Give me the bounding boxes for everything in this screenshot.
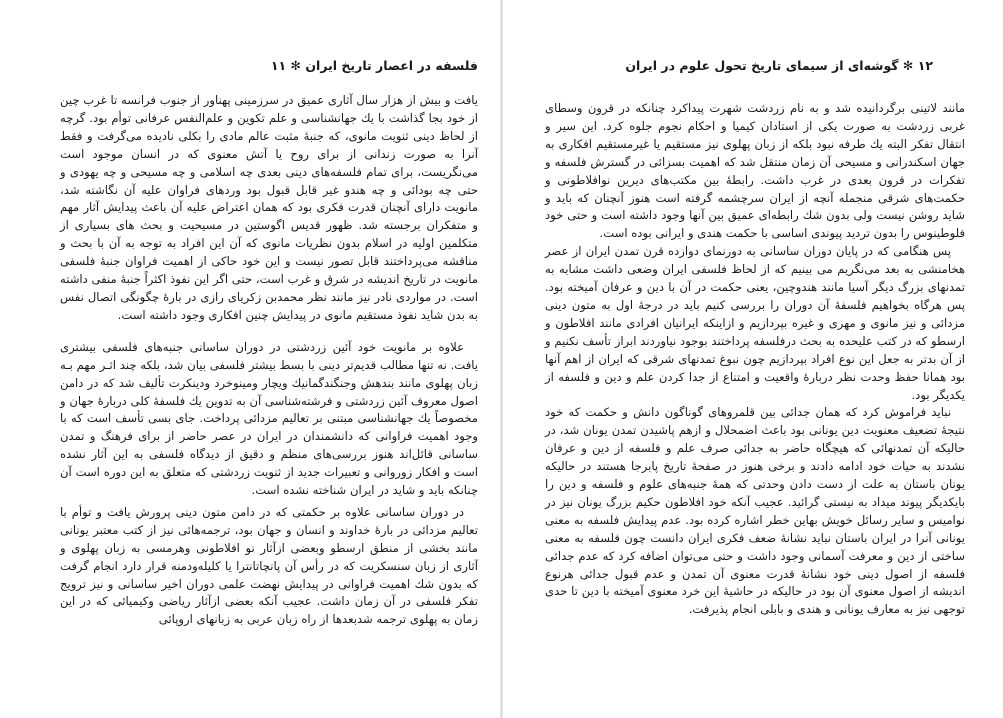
right-paragraph-3: نباید فراموش كرد كه همان جدائی بین قلمروهای گوناگون دانش و حكمت كه خود نتیجهٔ تضعیف معنویت دین یونانی بود باعث اضمحلال و ازهم پاشیدن تمدن یونان شد، در حالیكه آن تمدنهائی كه هیچگاه حاضر به جدائی صرف علم و فلسفه از دین و عرفان نشدند به حیات خود ادامه دادند و برخی هنوز در صفحهٔ تاریخ پابرجا هستند در حالیكه یونان باستان به علت از دست دادن وحدتی كه همهٔ جنبه‌های علوم و فلسفه و دین را بایكدیگر پیوند میداد به نیستی گرائید. عجیب آنكه خود افلاطون حكیم بزرگ یونان نیز در نوامیس و سایر رسائل خویش بهاین خطر اشاره كرده بود. عدم پیدایش فلسفه به معنی یونانی آنرا در ایران باستان نباید نشانهٔ ضعف فكری ایران دانست چون فلسفه به معنی ساختی از دین و معرفت آسمانی وجود داشت و حتی می‌توان اضافه كرد كه عدم جدائی فلسفه از اصول دینی خود نشانهٔ قدرت معنوی آن تمدن و عدم قبول جدائی هرنوع اندیشه از اصول معنوی آن بود در حالیكه در حاشیهٔ این خرد معنوی آمیخته با دین تا حدی توجهی نیز به معارف یونانی و هندی و بابلی انجام پذیرفت.: [545, 405, 965, 617]
left-paragraph-1: یافت و بیش از هزار سال آثاری عمیق در سرزمینی پهناور از جنوب فرانسه تا غرب چین از خود بجا گذاشت با یك جهانشناسی و علم تکوین و علم‌النفس عرفانی توأم بود. گرچه از لحاظ دینی ثنویت مانوی، كه جنبهٔ مثبت عالم مادی را بكلی نادیده می‌گرفت و فقط آنرا به صورت زندانی از برای روح یا آتش معنوی كه در انسان موجود است می‌نگریست، برای تمام فلسفه‌های دینی بعدی چه اسلامی و چه مسیحی و چه یهودی و حتی چه بودائی و چه هندو غیر قابل قبول بود وردهای فراوان علیه آن نگاشته شد، مانویت دارای آنچنان قدرت فكری بود كه همان اعتراض علیه آن باعث پیدایش آثار مهم و متفكران برجسته شد. ظهور قدیس اگوستین در مسیحیت و بحث های بسیاری از متكلمین اولیه در اسلام بدون نظریات مانوی كه آن این افراد به توجه به آن با بحث و مناقشه می‌پرداختند قابل تصور نیست و این خود حاکی از اهمیت فراوان جنبهٔ فلسفی مانویت در تاریخ اندیشه در شرق و غرب است، حتی اگر این نفوذ اكثراً جنبهٔ منفی داشته است. در مواردی نادر نیز مانند نظر محمدبن زكریای رازی در بارهٔ چگونگی اتصال نفس به بدن شاید نفوذ مستقیم مانوی در پیدایش چنین افكاری وجود داشته است.: [60, 93, 478, 322]
right-body-text: [545, 100, 965, 619]
right-paragraph-1: مانند لاتینی برگردانیده شد و به نام زردشت شهرت پیداكرد چنانكه در قرون وسطای غربی زردشت به صورت یكی از استادان كیمیا و احكام نجوم جلوه كرد. این سیر و انتقال تفكر البته یك طرفه نبود بلكه از زبان پهلوی نیز مستقیم یا غیرمستقیم افكاری به جهان اسكندرانی و مسیحی آن زمان منتقل شد كه اهمیت بسزائی در گسترش فلسفه و تفكرات در قرون بعدی در غرب داشت. رابطهٔ بین مكتب‌های دیرین نوافلاطونی و حكمت‌های شرقی منجمله آنچه از ایران سرچشمه گرفته است هنوز آنچنان كه باید و شاید روشن نیست ولی بدون شك رابطه‌ای عمیق بین آنها وجود داشته است و حتی خود فلوطینوس را بدون تردید پیوندی اساسی با حكمت هندی و ایرانی بوده است.: [545, 101, 965, 241]
right-paragraph-2: پس هنگامی كه در پایان دوران ساسانی به دورنمای دوازده قرن تمدن ایران از عصر هخامنشی به بعد می‌نگریم می بینیم كه از لحاظ فلسفی ایران وضعی داشت مشابه به تمدنهای بزرگ دیگر آسیا مانند هندوچین، یعنی حكمت در آن با دین و عرفان آمیخته بود. پس هرگاه بخواهیم فلسفهٔ آن دوران را بررسی كنیم باید در درجهٔ اول به متون دینی مزدائی و نیز مانوی و مهری و غیره بپردازیم و ازاینكه ایرانیان افرادی مانند افلاطون و ارسطو كه در كتب علیحده به بحث درفلسفه پرداختند بوجود نیاوردند ابراز تأسف نكنیم و از آن بدتر به جعل این نوع افراد بپردازیم چون نبوغ تمدنهای شرقی كه ایران از اهم آنها بود همانا حفظ وحدت نظر دربارهٔ واقعیت و امتناع از جدا كردن علم و دین و فلسفه از یكدیگر بود.: [545, 244, 965, 402]
left-paragraph-3: در دوران ساسانی علاوه بر حكمتی كه در دامن متون دینی پرورش یافت و توأم با تعالیم مزدائی در بارهٔ خداوند و انسان و جهان بود، ترجمه‌هائی نیز از كتب معتبر یونانی مانند بخشی از منطق ارسطو وبعضی ازآثار نو افلاطونی وهرمسی به زبان پهلوی و آثاری از زبان سنسكریت كه در رأس آن پانچاتانترا یا كلیله‌ودمنه قرار دارد انجام گرفت كه بدون شك اهمیت فراوانی در پیدایش نهضت علمی دوران اخیر ساسانی و نیز ترویج تفكر فلسفی در آن زمان داشت. عجیب آنكه بعضی ازآثار ریاضی وكیمیائی كه در این زمان به پهلوی ترجمه شدبعدها از راه زبان عربی به زبانهای اروپائی: [60, 504, 478, 627]
left-running-head: فلسفه در اعصار تاریخ ایران ✻ ۱۱: [270, 58, 478, 73]
right-page: [503, 0, 1003, 718]
left-page: [0, 0, 500, 718]
left-paragraph-2: علاوه بر مانویت خود آئین زردشتی در دوران ساسانی جنبه‌های فلسفی بیشتری یافت. نه تنها مطالب قدیم‌تر دینی با بسط بیشتر فلسفی بیان شد، بلكه چند اثـر مهم بـه زبان پهلوی مانند بندهش وجنگندگمانیك ویچار ومینوخرد ودینكرت تألیف شد كه در دامن اصول معروف آئین زردشتی و فرشته‌شناسی آن به تدوین یك فلسفهٔ كلی دربارهٔ جهان و مخصوصاً یك جهانشناسی مبتنی بر تعالیم مزدائی پرداخت. جای بسی تأسف است كه با وجود اهمیت فراوانی كه دانشمندان در ایران در عصر حاضر از برای فرهنگ و تمدن ساسانی قائل‌اند هنوز بررسی‌های منظم و دقیق از دیدگاه فلسفی به این آثار نشده است و افكار زوروانی و تعبیرات جدید از ثنویت زردشتی كه متعلق به این دوره است آن چنانكه باید و شاید در ایران شناخته نشده است.: [60, 339, 478, 498]
right-running-head: ۱۲ ✻ گوشه‌ای از سیمای تاریخ تحول علوم در ایران: [625, 58, 933, 73]
left-body-text: [60, 92, 478, 629]
